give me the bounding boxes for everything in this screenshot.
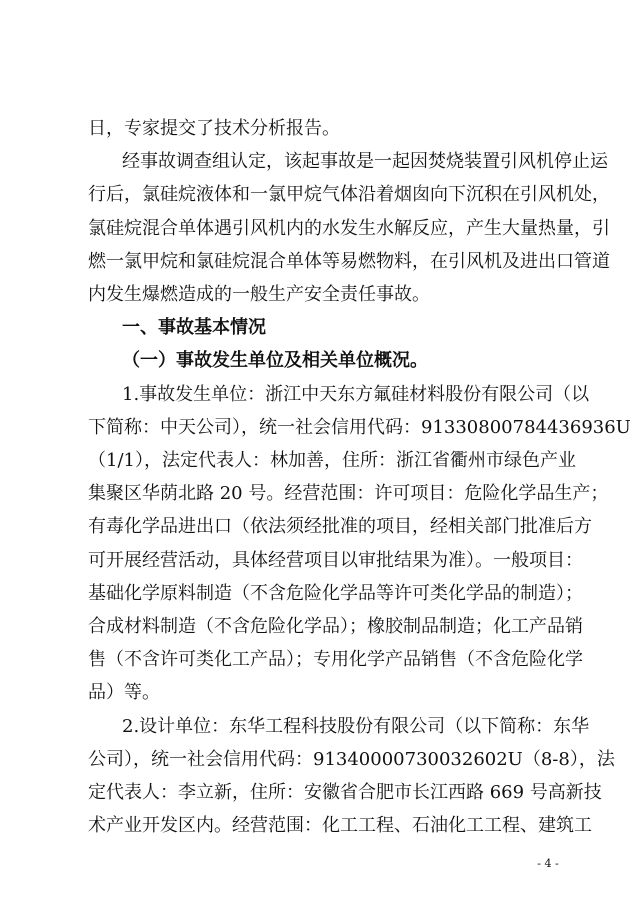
text-line-6: 内发生爆燃造成的一般生产安全责任事故。 <box>88 284 430 305</box>
text-line-3: 行后，氯硅烷液体和一氯甲烷气体沿着烟囱向下沉积在引风机处， <box>88 184 610 206</box>
text-line-21: 定代表人：李立新，住所：安徽省合肥市长江西路 669 号高新技 <box>88 782 602 803</box>
subsection-heading: （一）事故发生单位及相关单位概况。 <box>122 350 428 372</box>
text-line-2: 经事故调查组认定，该起事故是一起因焚烧装置引风机停止运 <box>122 151 608 173</box>
text-line-20: 公司），统一社会信用代码：91340000730032602U（8-8），法 <box>88 748 615 770</box>
text-line-12: 集聚区华荫北路 20 号。经营范围：许可项目：危险化学品生产； <box>88 483 609 505</box>
text-line-11: （1/1），法定代表人：林加善，住所：浙江省衢州市绿色产业 <box>88 450 576 471</box>
text-line-19: 2.设计单位：东华工程科技股份有限公司（以下简称：东华 <box>122 715 590 737</box>
text-line-1: 日，专家提交了技术分析报告。 <box>88 118 340 139</box>
text-line-18: 品）等。 <box>88 682 160 704</box>
page-number: - 4 - <box>537 857 559 870</box>
text-line-22: 术产业开发区内。经营范围：化工工程、石油化工工程、建筑工 <box>88 815 592 837</box>
text-line-9: 1.事故发生单位：浙江中天东方氟硅材料股份有限公司（以 <box>122 383 590 405</box>
text-line-17: 售（不含许可类化工产品）；专用化学产品销售（不含危险化学 <box>88 649 583 671</box>
text-line-10: 下简称：中天公司），统一社会信用代码：91330800784436936U <box>88 416 631 438</box>
text-line-13: 有毒化学品进出口（依法须经批准的项目，经相关部门批准后方 <box>88 516 592 538</box>
text-line-15: 基础化学原料制造（不含危险化学品等许可类化学品的制造）； <box>88 582 583 604</box>
text-line-14: 可开展经营活动，具体经营项目以审批结果为准）。一般项目： <box>88 549 583 571</box>
text-line-5: 燃一氯甲烷和氯硅烷混合单体等易燃物料，在引风机及进出口管道 <box>88 250 610 272</box>
text-line-4: 氯硅烷混合单体遇引风机内的水发生水解反应，产生大量热量，引 <box>88 217 610 239</box>
section-heading: 一、事故基本情况 <box>122 317 266 339</box>
text-line-16: 合成材料制造（不含危险化学品）；橡胶制品制造；化工产品销 <box>88 616 583 637</box>
